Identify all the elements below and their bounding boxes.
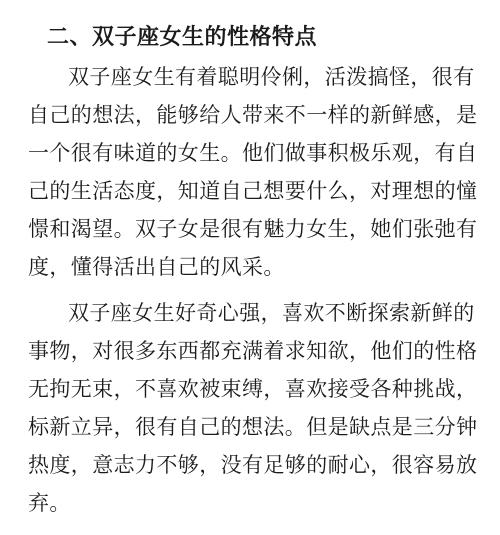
paragraph-line: 一个很有味道的女生。他们做事积极乐观，有自 <box>28 141 478 165</box>
paragraph-line: 无拘无束，不喜欢被束缚，喜欢接受各种挑战， <box>28 377 478 401</box>
paragraph-line: 己的生活态度，知道自己想要什么，对理想的憧 <box>28 179 478 203</box>
paragraph-line: 度，懂得活出自己的风采。 <box>28 255 285 279</box>
paragraph-2 <box>28 293 488 523</box>
section-heading: 二、双子座女生的性格特点 <box>47 25 318 50</box>
paragraph-line: 自己的想法，能够给人带来不一样的新鲜感，是 <box>28 103 478 127</box>
paragraph-line: 憬和渴望。双子女是很有魅力女生，她们张弛有 <box>28 217 478 241</box>
paragraph-line: 热度，意志力不够，没有足够的耐心，很容易放 <box>28 453 478 477</box>
paragraph-1 <box>28 57 488 287</box>
paragraph-line: 双子座女生有着聪明伶俐，活泼搞怪，很有 <box>68 65 475 89</box>
paragraph-line: 标新立异，很有自己的想法。但是缺点是三分钟 <box>28 415 478 439</box>
paragraph-line: 弃。 <box>28 491 71 515</box>
paragraph-line: 事物，对很多东西都充满着求知欲，他们的性格 <box>28 339 478 363</box>
paragraph-line: 双子座女生好奇心强，喜欢不断探索新鲜的 <box>68 301 475 325</box>
